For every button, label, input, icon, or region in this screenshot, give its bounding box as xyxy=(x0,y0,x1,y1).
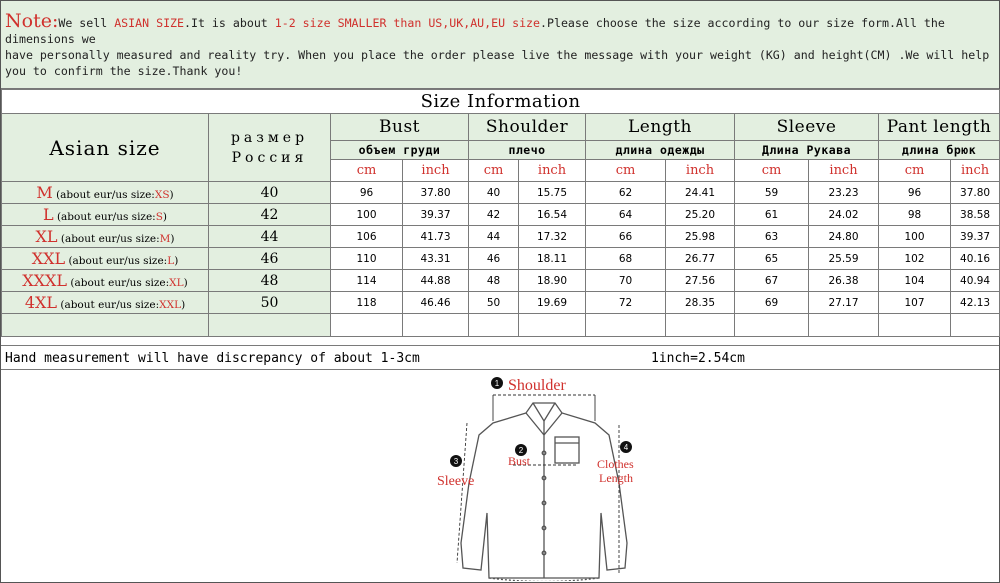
empty-cell xyxy=(666,314,735,337)
bust-header-ru: объем груди xyxy=(331,141,469,160)
measurement-cell: 62 xyxy=(586,182,666,204)
measurement-cell: 61 xyxy=(735,204,809,226)
note-label: Note: xyxy=(5,10,59,32)
measurement-cell: 63 xyxy=(735,226,809,248)
measurement-cell: 24.80 xyxy=(809,226,879,248)
marker-2 xyxy=(508,444,531,468)
unit-inch: inch xyxy=(666,160,735,182)
empty-cell xyxy=(951,314,1000,337)
size-about-prefix: (about eur/us size: xyxy=(70,277,170,289)
unit-cm: cm xyxy=(735,160,809,182)
note-box xyxy=(1,1,999,89)
measurement-cell: 46.46 xyxy=(403,292,469,314)
size-label: L xyxy=(42,205,54,224)
measurement-cell: 18.90 xyxy=(519,270,586,292)
measurement-cell: 46 xyxy=(469,248,519,270)
measurement-cell: 24.41 xyxy=(666,182,735,204)
measurement-cell: 23.23 xyxy=(809,182,879,204)
measurement-cell: 67 xyxy=(735,270,809,292)
size-label: M xyxy=(36,183,53,202)
clothes-label: Clothes xyxy=(597,457,634,471)
measurement-cell: 26.77 xyxy=(666,248,735,270)
eur-us-size: XXL xyxy=(159,299,182,311)
size-about-prefix: (about eur/us size: xyxy=(56,189,155,201)
shoulder-header-ru: плечо xyxy=(469,141,586,160)
measurement-cell: 26.38 xyxy=(809,270,879,292)
size-table xyxy=(1,89,1000,337)
measurement-cell: 98 xyxy=(879,204,951,226)
marker-4-number: 4 xyxy=(623,443,629,452)
table-title: Size Information xyxy=(2,90,1000,114)
measurement-cell: 40 xyxy=(469,182,519,204)
table-row xyxy=(2,182,1000,204)
discrepancy-note: Hand measurement will have discrepancy of about 1-3cm xyxy=(5,351,420,366)
measurement-cell: 43.31 xyxy=(403,248,469,270)
measurement-cell: 59 xyxy=(735,182,809,204)
size-about-suffix: ) xyxy=(169,189,174,201)
measurement-cell: 39.37 xyxy=(403,204,469,226)
measurement-cell: 107 xyxy=(879,292,951,314)
table-row xyxy=(2,204,1000,226)
length-header-ru: длина одежды xyxy=(586,141,735,160)
empty-cell xyxy=(519,314,586,337)
sleeve-header: Sleeve xyxy=(735,114,879,141)
measurement-cell: 106 xyxy=(331,226,403,248)
note-text-3: .It is about xyxy=(184,16,275,30)
size-about-prefix: (about eur/us size: xyxy=(60,233,160,245)
marker-4 xyxy=(597,441,634,485)
asian-size-header: Asian size xyxy=(2,114,209,182)
size-about-suffix: ) xyxy=(170,233,175,245)
measurement-cell: 64 xyxy=(586,204,666,226)
russia-size-cell: 48 xyxy=(209,270,331,292)
shoulder-label: Shoulder xyxy=(508,377,566,394)
measurement-cell: 39.37 xyxy=(951,226,1000,248)
russia-size-cell: 40 xyxy=(209,182,331,204)
size-label: XXXL xyxy=(22,271,68,290)
measurement-cell: 15.75 xyxy=(519,182,586,204)
note-size-warning: 1-2 size SMALLER than US,UK,AU,EU size xyxy=(274,16,541,30)
bust-label: Bust xyxy=(508,454,531,468)
unit-inch: inch xyxy=(809,160,879,182)
length-label: Length xyxy=(599,471,633,485)
measurement-cell: 40.16 xyxy=(951,248,1000,270)
empty-cell xyxy=(331,314,403,337)
table-row xyxy=(2,292,1000,314)
empty-cell xyxy=(469,314,519,337)
size-about-suffix: ) xyxy=(174,255,179,267)
measurement-cell: 100 xyxy=(331,204,403,226)
size-about-prefix: (about eur/us size: xyxy=(60,299,160,311)
measurement-cell: 44.88 xyxy=(403,270,469,292)
asian-size-cell xyxy=(2,204,209,226)
marker-3-number: 3 xyxy=(453,457,459,466)
size-about-prefix: (about eur/us size: xyxy=(56,211,156,223)
measurement-cell: 65 xyxy=(735,248,809,270)
marker-2-number: 2 xyxy=(518,446,524,455)
measurement-cell: 25.98 xyxy=(666,226,735,248)
eur-us-size: M xyxy=(159,233,171,245)
russia-header-line-1: размер xyxy=(230,129,309,146)
empty-cell xyxy=(809,314,879,337)
eur-us-size: S xyxy=(155,211,163,223)
note-line-2: have personally measured and reality try. When you place the order please live the message with your weight (KG) and height(CM) .We will help xyxy=(5,48,990,62)
measurement-cell: 25.59 xyxy=(809,248,879,270)
unit-inch: inch xyxy=(951,160,1000,182)
measurement-cell: 37.80 xyxy=(403,182,469,204)
measurement-cell: 42 xyxy=(469,204,519,226)
eur-us-size: XS xyxy=(154,189,170,201)
measurement-cell: 114 xyxy=(331,270,403,292)
measurement-cell: 69 xyxy=(735,292,809,314)
unit-cm: cm xyxy=(469,160,519,182)
note-text-1: We sell xyxy=(58,16,115,30)
measurement-cell: 118 xyxy=(331,292,403,314)
russia-size-cell: 46 xyxy=(209,248,331,270)
measurement-cell: 24.02 xyxy=(809,204,879,226)
table-row xyxy=(2,270,1000,292)
measurement-cell: 42.13 xyxy=(951,292,1000,314)
sleeve-label: Sleeve xyxy=(437,474,475,489)
empty-cell xyxy=(586,314,666,337)
measurement-cell: 104 xyxy=(879,270,951,292)
measurement-cell: 27.17 xyxy=(809,292,879,314)
length-header: Length xyxy=(586,114,735,141)
russia-header-line-2: Россия xyxy=(231,149,308,166)
asian-size-cell xyxy=(2,270,209,292)
measurement-cell: 19.69 xyxy=(519,292,586,314)
note-asian-size: ASIAN SIZE xyxy=(114,16,185,30)
measurement-cell: 41.73 xyxy=(403,226,469,248)
measurement-cell: 48 xyxy=(469,270,519,292)
measurement-cell: 27.56 xyxy=(666,270,735,292)
eur-us-size: L xyxy=(167,255,175,267)
asian-size-cell xyxy=(2,182,209,204)
shoulder-header: Shoulder xyxy=(469,114,586,141)
size-about-prefix: (about eur/us size: xyxy=(68,255,168,267)
empty-cell xyxy=(403,314,469,337)
asian-size-cell xyxy=(2,292,209,314)
unit-cm: cm xyxy=(331,160,403,182)
measurement-cell: 72 xyxy=(586,292,666,314)
shirt-icon xyxy=(461,403,627,581)
measurement-cell: 16.54 xyxy=(519,204,586,226)
measurement-cell: 66 xyxy=(586,226,666,248)
measurement-cell: 102 xyxy=(879,248,951,270)
marker-1 xyxy=(491,377,566,394)
marker-1-number: 1 xyxy=(494,379,500,388)
size-about-suffix: ) xyxy=(183,277,188,289)
russia-size-cell: 44 xyxy=(209,226,331,248)
empty-cell xyxy=(735,314,809,337)
asian-size-cell xyxy=(2,248,209,270)
measurement-cell: 110 xyxy=(331,248,403,270)
unit-cm: cm xyxy=(879,160,951,182)
measurement-cell: 37.80 xyxy=(951,182,1000,204)
marker-3 xyxy=(437,455,474,489)
measurement-cell: 18.11 xyxy=(519,248,586,270)
unit-inch: inch xyxy=(403,160,469,182)
sleeve-header-ru: Длина Рукава xyxy=(735,141,879,160)
table-row xyxy=(2,248,1000,270)
size-label: XXL xyxy=(31,249,66,268)
russia-size-cell: 42 xyxy=(209,204,331,226)
measurement-cell: 17.32 xyxy=(519,226,586,248)
measurement-cell: 44 xyxy=(469,226,519,248)
measurement-cell: 70 xyxy=(586,270,666,292)
footer-bar xyxy=(1,345,999,370)
empty-cell xyxy=(209,314,331,337)
bust-header: Bust xyxy=(331,114,469,141)
size-about-suffix: ) xyxy=(181,299,186,311)
measurement-cell: 28.35 xyxy=(666,292,735,314)
unit-cm: cm xyxy=(586,160,666,182)
measurement-cell: 38.58 xyxy=(951,204,1000,226)
pant-length-header: Pant length xyxy=(879,114,1000,141)
measurement-cell: 100 xyxy=(879,226,951,248)
empty-cell xyxy=(879,314,951,337)
table-row xyxy=(2,226,1000,248)
size-label: XL xyxy=(35,227,58,246)
measurement-guides xyxy=(457,395,619,573)
note-text-5: .Please choose the size according to our size form.All the dimensions we xyxy=(5,16,945,46)
pant-length-header-ru: длина брюк xyxy=(879,141,1000,160)
size-label: 4XL xyxy=(24,293,58,312)
measurement-cell: 96 xyxy=(331,182,403,204)
measurement-cell: 68 xyxy=(586,248,666,270)
measurement-cell: 25.20 xyxy=(666,204,735,226)
measurement-cell: 96 xyxy=(879,182,951,204)
measurement-cell: 40.94 xyxy=(951,270,1000,292)
empty-cell xyxy=(2,314,209,337)
measurement-cell: 50 xyxy=(469,292,519,314)
inch-conversion: 1inch=2.54cm xyxy=(651,351,745,366)
russia-size-cell: 50 xyxy=(209,292,331,314)
asian-size-cell xyxy=(2,226,209,248)
size-rows xyxy=(2,182,1000,314)
size-about-suffix: ) xyxy=(162,211,168,223)
unit-inch: inch xyxy=(519,160,586,182)
russia-size-header xyxy=(209,114,331,182)
note-line-3: you to confirm the size.Thank you! xyxy=(5,64,243,78)
shirt-measurement-diagram xyxy=(431,373,651,581)
eur-us-size: XL xyxy=(169,277,184,289)
